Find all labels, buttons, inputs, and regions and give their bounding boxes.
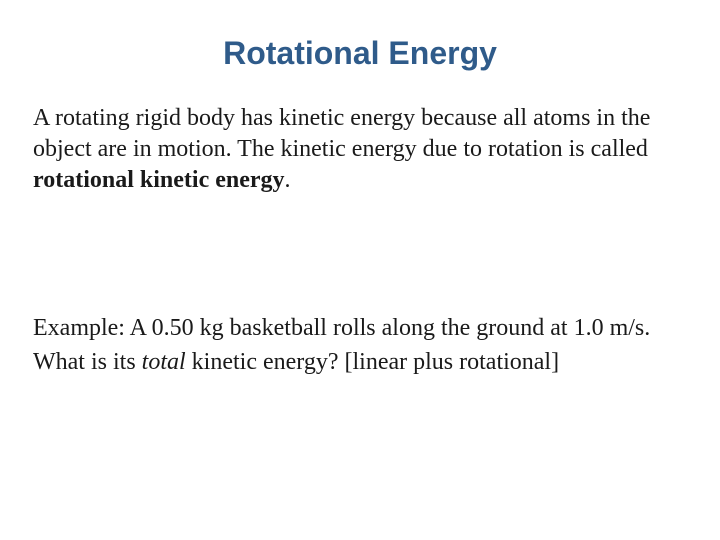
bold-term: rotational kinetic energy [33,167,285,193]
example-paragraph [33,311,703,379]
intro-text-end: . [284,167,291,193]
intro-paragraph [33,103,703,196]
example-text: Example: A 0.50 kg basketball rolls along the ground at 1.0 m/s. What is its [33,315,651,375]
slide-title: Rotational Energy [223,35,497,71]
example-text-end: kinetic energy? [linear plus rotational] [185,349,560,375]
intro-text: A rotating rigid body has kinetic energy because all atoms in the object are in motion. The kinetic energy due to rotation is called [33,105,651,162]
italic-word: total [141,349,186,375]
